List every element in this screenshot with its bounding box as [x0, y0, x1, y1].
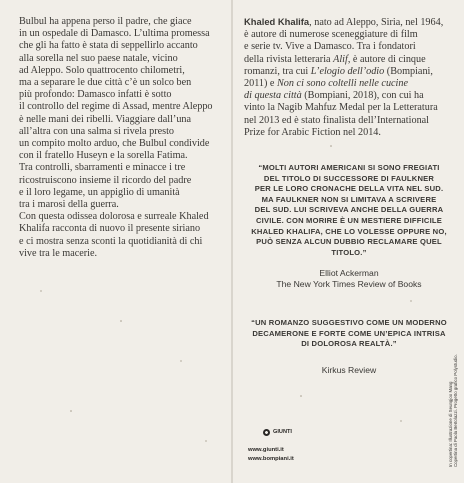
book-title: di questa città — [244, 90, 302, 102]
bio-line: nel 2013 ed è stato finalista dell’International — [244, 114, 430, 126]
cover-credits — [448, 354, 459, 467]
bio-line: e serie tv. Vive a Damasco. Tra i fondatori — [244, 41, 416, 53]
publisher-name: GIUNTI — [273, 429, 292, 435]
synopsis-line: ad Aleppo. Solo quattrocento chilometri, — [19, 64, 185, 76]
quote-line: MA FAULKNER NON SI LIMITAVA A SCRIVERE — [261, 194, 437, 204]
quote-line: DI DOLOROSA REALTÀ.” — [301, 339, 397, 349]
bio-line — [244, 78, 452, 90]
book-title: Non ci sono coltelli nelle cucine — [277, 78, 409, 90]
quote-attribution-kirkus — [244, 365, 454, 376]
author-bio — [244, 16, 452, 139]
synopsis-line: e ci mostra senza sconti la quotidianità di chi — [19, 235, 203, 247]
bio-line: Prize for Arabic Fiction nel 2014. — [244, 126, 381, 138]
synopsis-line: è nelle mani dei ribelli. Viaggiare dall’una — [19, 113, 192, 125]
synopsis-text — [19, 16, 224, 260]
author-name: Khaled Khalifa — [244, 16, 310, 27]
publisher-logo — [263, 426, 292, 438]
quote-line: DECAMERONE E FORTE COME UN’EPICA INTRISA — [252, 328, 446, 338]
paper-speck — [70, 410, 72, 412]
bio-line — [244, 90, 452, 102]
quote-line: PUÒ SENZA ALCUN DUBBIO RECLAMARE QUEL TITOLO.” — [256, 237, 442, 257]
quote-source: Kirkus Review — [321, 365, 377, 375]
review-quote-kirkus — [244, 318, 454, 350]
bio-text: (Bompiani, 2018), con cui ha — [301, 90, 424, 102]
bio-line: è autore di numerose sceneggiature di film — [244, 29, 418, 41]
bio-line — [244, 16, 452, 29]
synopsis-line: tra i marosi della guerra. — [19, 199, 119, 211]
bio-text: della rivista letteraria — [244, 53, 334, 65]
quote-line: KHALED KHALIFA, CHE LO VOLESSE OPPURE NO, — [251, 226, 447, 236]
bio-text: (Bompiani, — [384, 65, 433, 77]
publisher-url[interactable]: www.bompiani.it — [248, 456, 294, 462]
synopsis-line: e il loro legame, un appiglio di umanità — [19, 186, 180, 198]
synopsis-line: all’altra con una salma si rivela presto — [19, 125, 175, 137]
synopsis-line: con il fratello Huseyn e la sorella Fatima. — [19, 150, 188, 162]
credit-line: Copertina di Paola Bertolazzi. Progetto grafico Polystudio. — [453, 354, 459, 467]
quote-line: “MOLTI AUTORI AMERICANI SI SONO FREGIATI — [258, 163, 440, 172]
quote-line: “UN ROMANZO SUGGESTIVO COME UN MODERNO — [251, 318, 447, 327]
quote-line: DEL SUD. LUI SCRIVEVA ANCHE DELLA GUERRA — [254, 205, 444, 215]
paper-speck — [180, 360, 182, 362]
synopsis-line: in un ospedale di Damasco. L’ultima promessa — [19, 28, 210, 40]
quote-source: The New York Times Review of Books — [276, 279, 422, 289]
quote-line: PER LE LORO CRONACHE DELLA VITA NEL SUD. — [254, 184, 444, 194]
quote-author: Elliot Ackerman — [319, 268, 379, 278]
magazine-title: Alif — [333, 53, 348, 65]
bio-line: vinto la Nagib Mahfuz Medal per la Letteratura — [244, 102, 438, 114]
paper-speck — [120, 320, 122, 322]
bio-line — [244, 66, 452, 78]
synopsis-line: alla sorella nel suo paese natale, vicino — [19, 52, 178, 64]
synopsis-line: ma a separare le due città c’è un solco ben — [19, 77, 192, 89]
paper-speck — [300, 395, 302, 397]
synopsis-line: ricostruiscono insieme il ricordo del padre — [19, 174, 192, 186]
paper-speck — [330, 145, 332, 147]
paper-speck — [400, 420, 402, 422]
bio-text: 2011) e — [244, 78, 278, 90]
synopsis-line: più profondo: Damasco infatti è sotto — [19, 89, 172, 101]
synopsis-line: Khalifa racconta di nuovo il presente siriano — [19, 223, 201, 235]
synopsis-line: vive tra le macerie. — [19, 247, 98, 259]
book-title: L’elogio dell’odio — [310, 65, 385, 77]
synopsis-line: un compito molto arduo, che Bulbul condivide — [19, 138, 210, 150]
synopsis-line: il controllo del regime di Assad, mentre Aleppo — [19, 101, 213, 113]
synopsis-line: Con questa odissea dolorosa e surreale Khaled — [19, 211, 209, 223]
paper-speck — [205, 440, 207, 442]
bio-line — [244, 54, 452, 66]
quote-attribution-nyt — [244, 268, 454, 290]
publisher-url[interactable]: www.giunti.it — [248, 447, 284, 453]
synopsis-line: Tra controlli, sbarramenti e minacce i tre — [19, 162, 186, 174]
synopsis-line: Bulbul ha appena perso il padre, che giace — [19, 16, 192, 27]
paper-speck — [410, 300, 412, 302]
bio-text: , è autore di cinque — [347, 53, 426, 65]
quote-line: DEL TITOLO DI SUCCESSORE DI FAULKNER — [263, 173, 435, 183]
review-quote-nyt — [244, 163, 454, 258]
synopsis-line: che gli ha fatto è stata di seppellirlo accanto — [19, 40, 198, 52]
paper-speck — [40, 290, 42, 292]
bio-text: , nato ad Aleppo, Siria, nel 1964, — [309, 17, 444, 28]
bio-text: romanzi, tra cui — [244, 65, 311, 77]
credit-line: In copertina: Illustrazione di Seungjoo Mang — [448, 381, 453, 467]
fold-line — [231, 0, 233, 483]
quote-line: CIVILE. CON MORIRE È UN MESTIERE DIFFICILE — [255, 215, 443, 225]
publisher-urls — [248, 446, 318, 464]
giunti-logo-icon — [263, 429, 270, 436]
